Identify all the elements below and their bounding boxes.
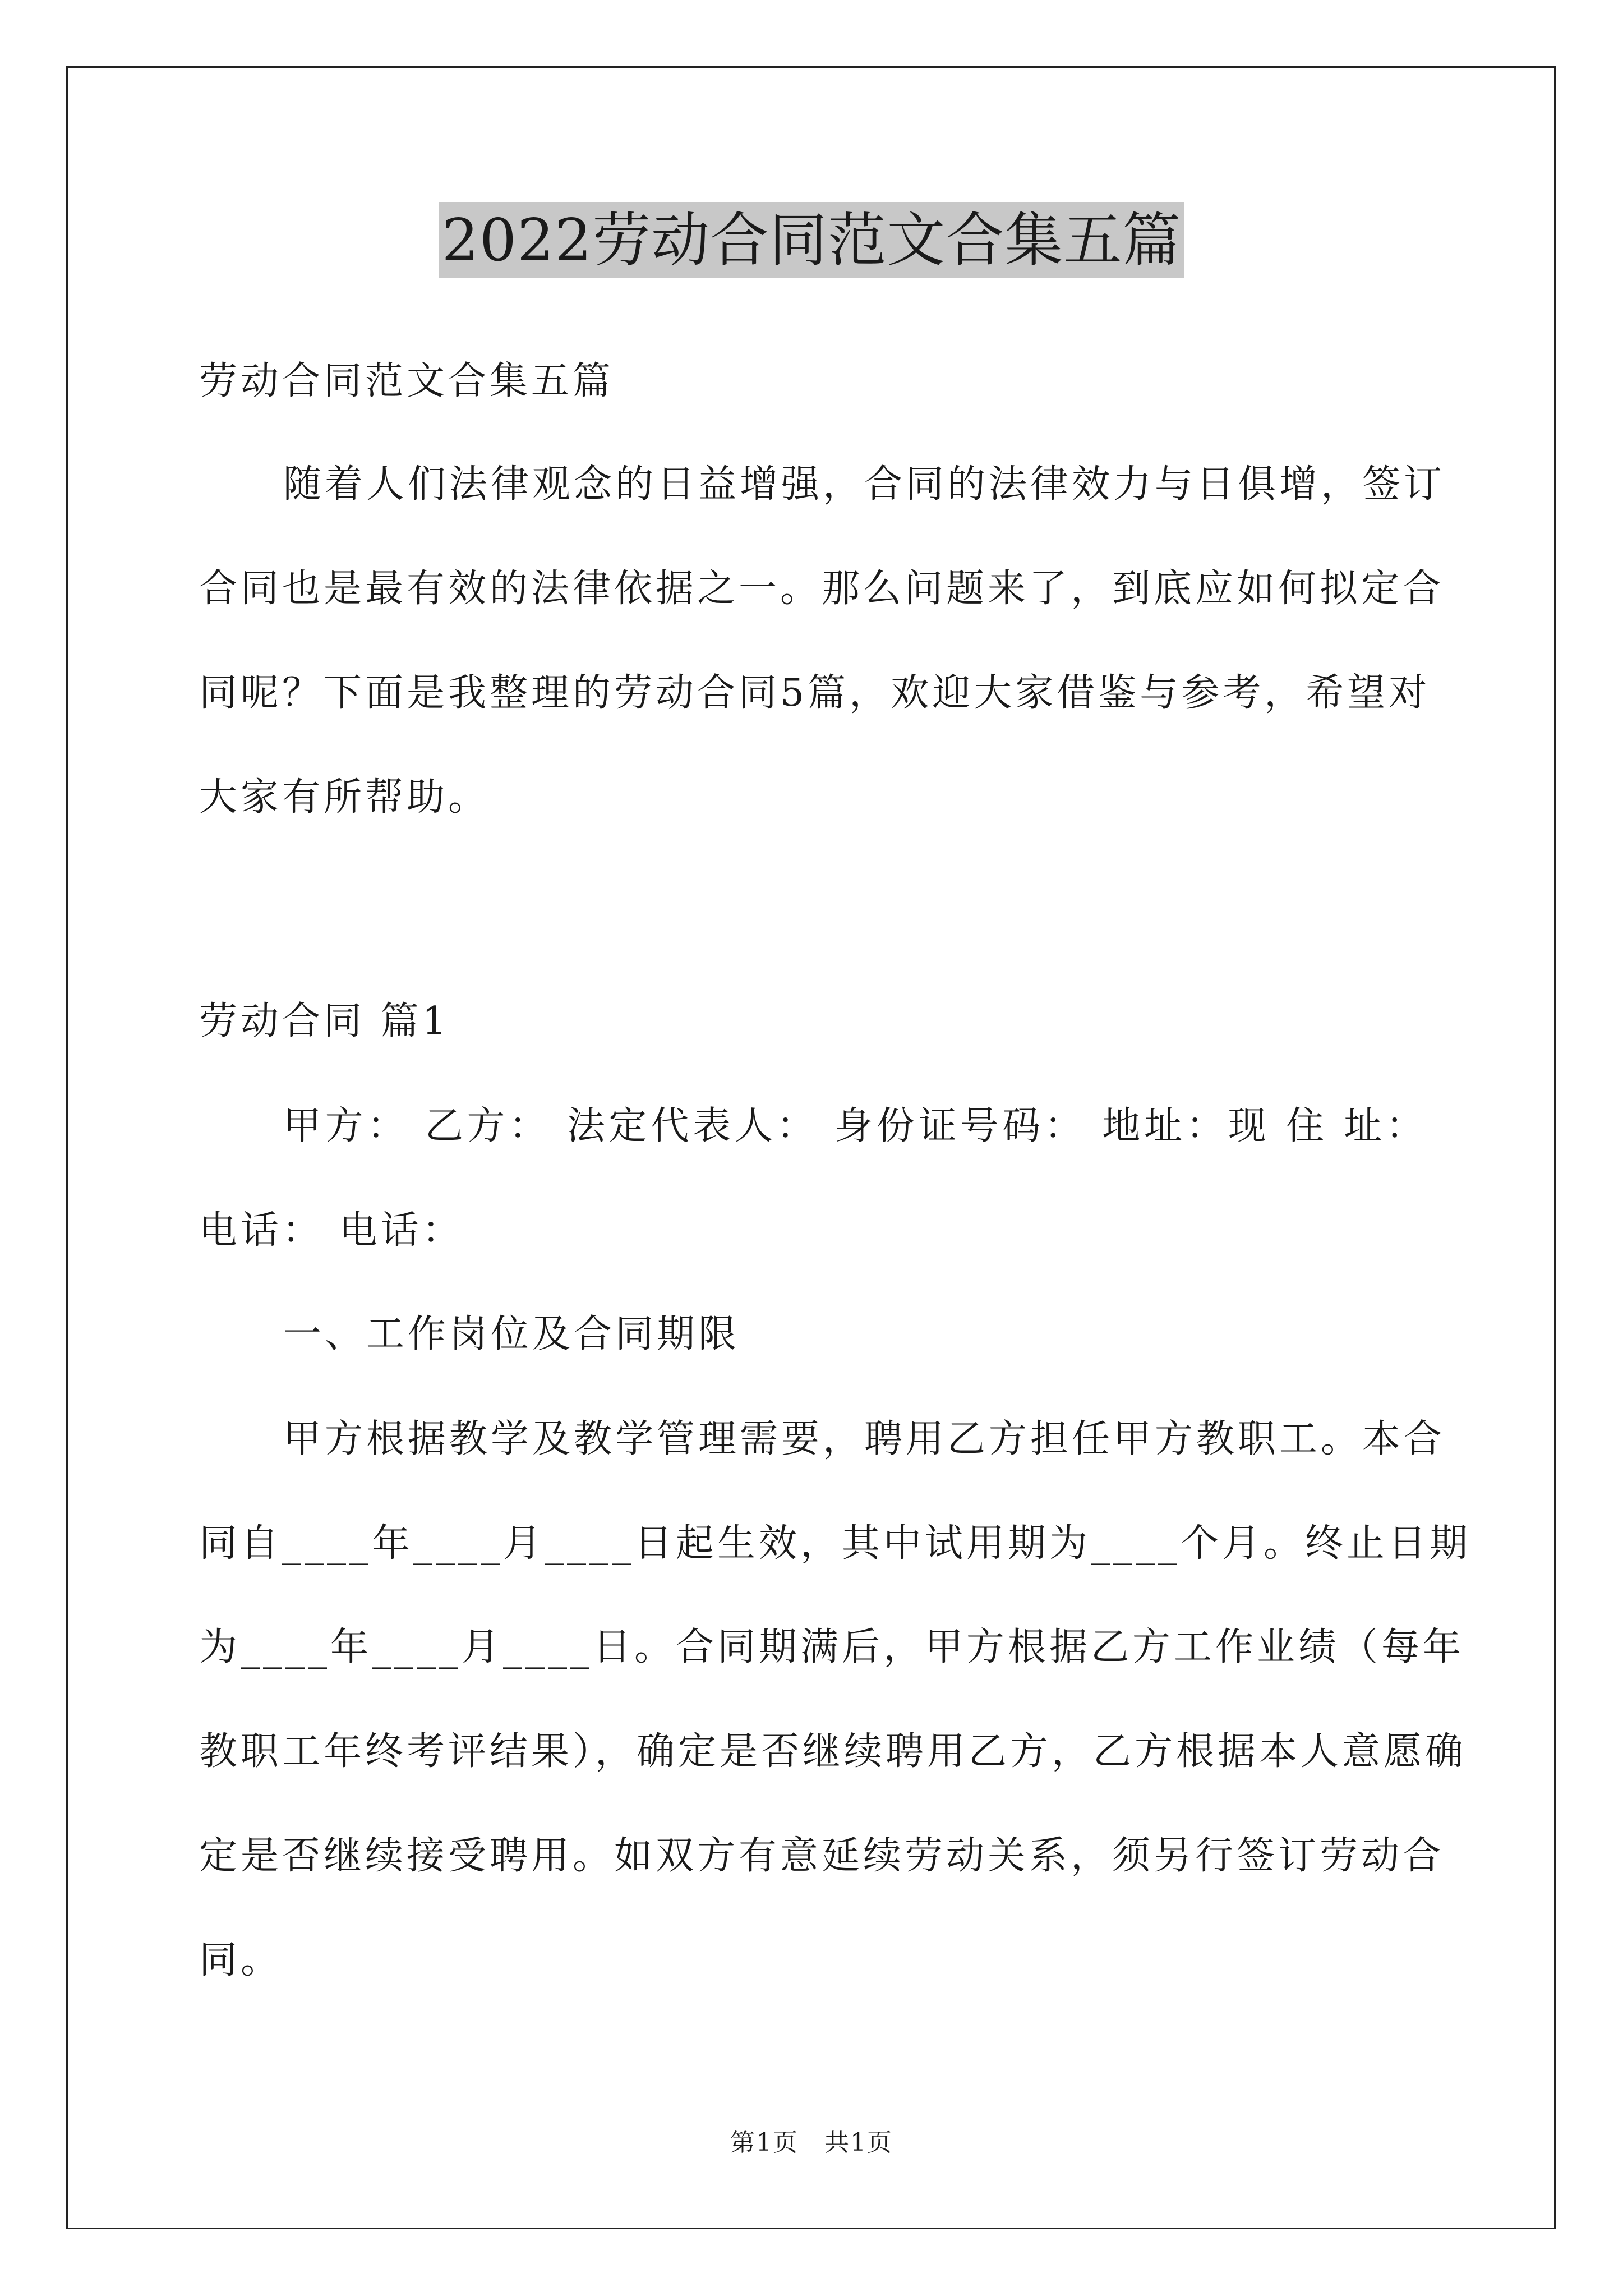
page-footer <box>0 2126 1623 2160</box>
intro-line-2: 合同也是最有效的法律依据之一。那么问题来了，到底应如何拟定合 <box>199 567 1445 611</box>
page-number: 第1页 共1页 <box>730 2128 893 2157</box>
parties-line-2: 电话： 电话： <box>199 1208 464 1253</box>
clause-line-1: 甲方根据教学及教学管理需要，聘用乙方担任甲方教职工。本合 <box>283 1417 1446 1461</box>
clause-line-2: 同自____年____月____日起生效，其中试用期为____个月。终止日期 <box>199 1521 1472 1566</box>
intro-line-1: 随着人们法律观念的日益增强，合同的法律效力与日俱增，签订 <box>283 462 1446 507</box>
clause-line-6: 同。 <box>199 1938 283 1982</box>
document-subtitle: 劳动合同范文合集五篇 <box>199 359 615 403</box>
clause-line-3: 为____年____月____日。合同期满后，甲方根据乙方工作业绩（每年 <box>199 1625 1465 1669</box>
intro-line-4: 大家有所帮助。 <box>199 775 490 820</box>
clause-line-4: 教职工年终考评结果），确定是否继续聘用乙方，乙方根据本人意愿确 <box>199 1729 1467 1774</box>
section-heading: 劳动合同 篇1 <box>199 999 450 1043</box>
parties-line-1: 甲方： 乙方： 法定代表人： 身份证号码： 地址：现 住 址： <box>283 1104 1427 1148</box>
clause-line-5: 定是否继续接受聘用。如双方有意延续劳动关系，须另行签订劳动合 <box>199 1834 1445 1878</box>
document-title: 2022劳动合同范文合集五篇 <box>439 202 1185 278</box>
clause-heading: 一、工作岗位及合同期限 <box>283 1312 740 1356</box>
intro-line-3: 同呢？下面是我整理的劳动合同5篇，欢迎大家借鉴与参考，希望对 <box>199 671 1431 715</box>
title-container <box>0 202 1623 278</box>
